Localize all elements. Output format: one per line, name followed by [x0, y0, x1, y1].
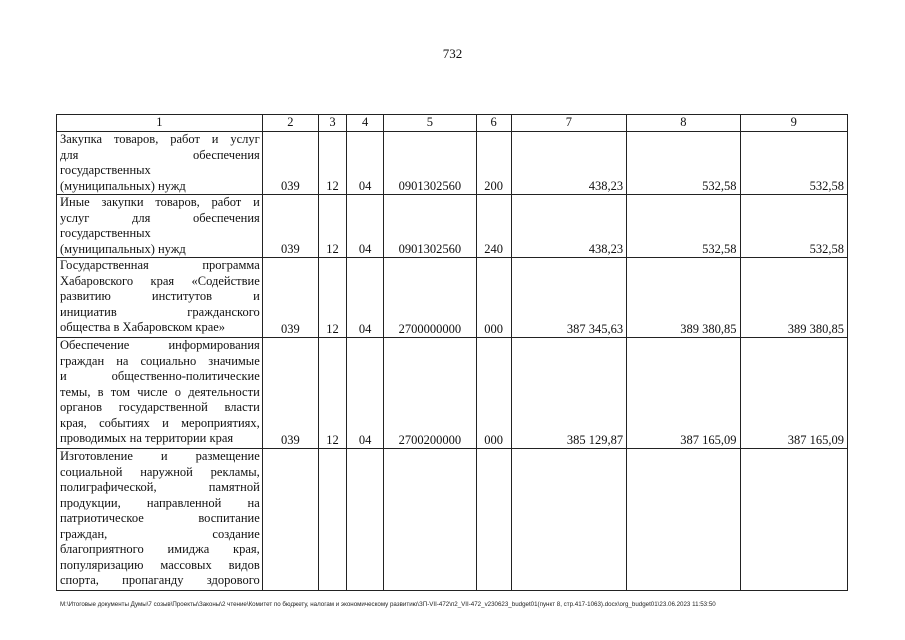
amount-col7: 438,23 [511, 132, 626, 195]
amount-col7: 438,23 [511, 195, 626, 258]
header-cell: 4 [347, 115, 384, 132]
header-cell: 8 [627, 115, 740, 132]
section-code: 12 [318, 132, 346, 195]
amount-col8: 532,58 [627, 195, 740, 258]
section-code: 12 [318, 195, 346, 258]
row-description: Обеспечение информирования граждан на социально значимые и общественно-политические темы, в том числе о деятельности органов государственной власти края, событиях и мероприятиях, проводимых на территории края [57, 338, 263, 449]
empty-cell [511, 449, 626, 591]
header-cell: 9 [740, 115, 847, 132]
header-cell: 1 [57, 115, 263, 132]
admin-code: 039 [262, 338, 318, 449]
empty-cell [318, 449, 346, 591]
budget-table [56, 114, 848, 591]
row-description: Закупка товаров, работ и услуг для обеспечения государственных (муниципальных) нужд [57, 132, 263, 195]
amount-col8: 532,58 [627, 132, 740, 195]
table-row [57, 338, 848, 449]
header-cell: 5 [384, 115, 476, 132]
header-cell: 6 [476, 115, 511, 132]
row-description: Государственная программа Хабаровского края «Содействие развитию институтов и инициатив гражданского общества в Хабаровском крае» [57, 258, 263, 338]
expense-type-code: 000 [476, 338, 511, 449]
row-description: Изготовление и размещение социальной наружной рекламы, полиграфической, памятной продукции, направленной на патриотическое воспитание граждан, создание благоприятного имиджа края, популяризацию массовых видов спорта, пропаганду здорового [57, 449, 263, 591]
expense-type-code: 000 [476, 258, 511, 338]
table-row [57, 195, 848, 258]
subsection-code: 04 [347, 195, 384, 258]
subsection-code: 04 [347, 132, 384, 195]
amount-col8: 389 380,85 [627, 258, 740, 338]
section-code: 12 [318, 258, 346, 338]
empty-cell [262, 449, 318, 591]
admin-code: 039 [262, 258, 318, 338]
empty-cell [347, 449, 384, 591]
table-header-row [57, 115, 848, 132]
page-number: 732 [442, 46, 463, 61]
header-cell: 2 [262, 115, 318, 132]
subsection-code: 04 [347, 258, 384, 338]
row-description: Иные закупки товаров, работ и услуг для обеспечения государственных (муниципальных) нужд [57, 195, 263, 258]
empty-cell [384, 449, 476, 591]
amount-col9: 389 380,85 [740, 258, 847, 338]
expense-type-code: 200 [476, 132, 511, 195]
admin-code: 039 [262, 132, 318, 195]
amount-col9: 387 165,09 [740, 338, 847, 449]
subsection-code: 04 [347, 338, 384, 449]
target-article-code: 0901302560 [384, 195, 476, 258]
amount-col9: 532,58 [740, 195, 847, 258]
amount-col8: 387 165,09 [627, 338, 740, 449]
section-code: 12 [318, 338, 346, 449]
target-article-code: 2700200000 [384, 338, 476, 449]
table-row [57, 132, 848, 195]
header-cell: 7 [511, 115, 626, 132]
expense-type-code: 240 [476, 195, 511, 258]
document-path-footer: M:\Итоговые документы Думы\7 созыв\Проекты\Законы\2 чтение\Комитет по бюджету, налогам и экономическому развитию\ЗП-VII-472\п2_VII-472_v230623_budget01(пункт 8, стр.417-1063).docx\org_budget01\23.06.2023 11:53:50 [60, 601, 716, 608]
empty-cell [476, 449, 511, 591]
empty-cell [740, 449, 847, 591]
amount-col7: 387 345,63 [511, 258, 626, 338]
target-article-code: 0901302560 [384, 132, 476, 195]
header-cell: 3 [318, 115, 346, 132]
admin-code: 039 [262, 195, 318, 258]
amount-col7: 385 129,87 [511, 338, 626, 449]
empty-cell [627, 449, 740, 591]
target-article-code: 2700000000 [384, 258, 476, 338]
table-row [57, 258, 848, 338]
table-row [57, 449, 848, 591]
amount-col9: 532,58 [740, 132, 847, 195]
